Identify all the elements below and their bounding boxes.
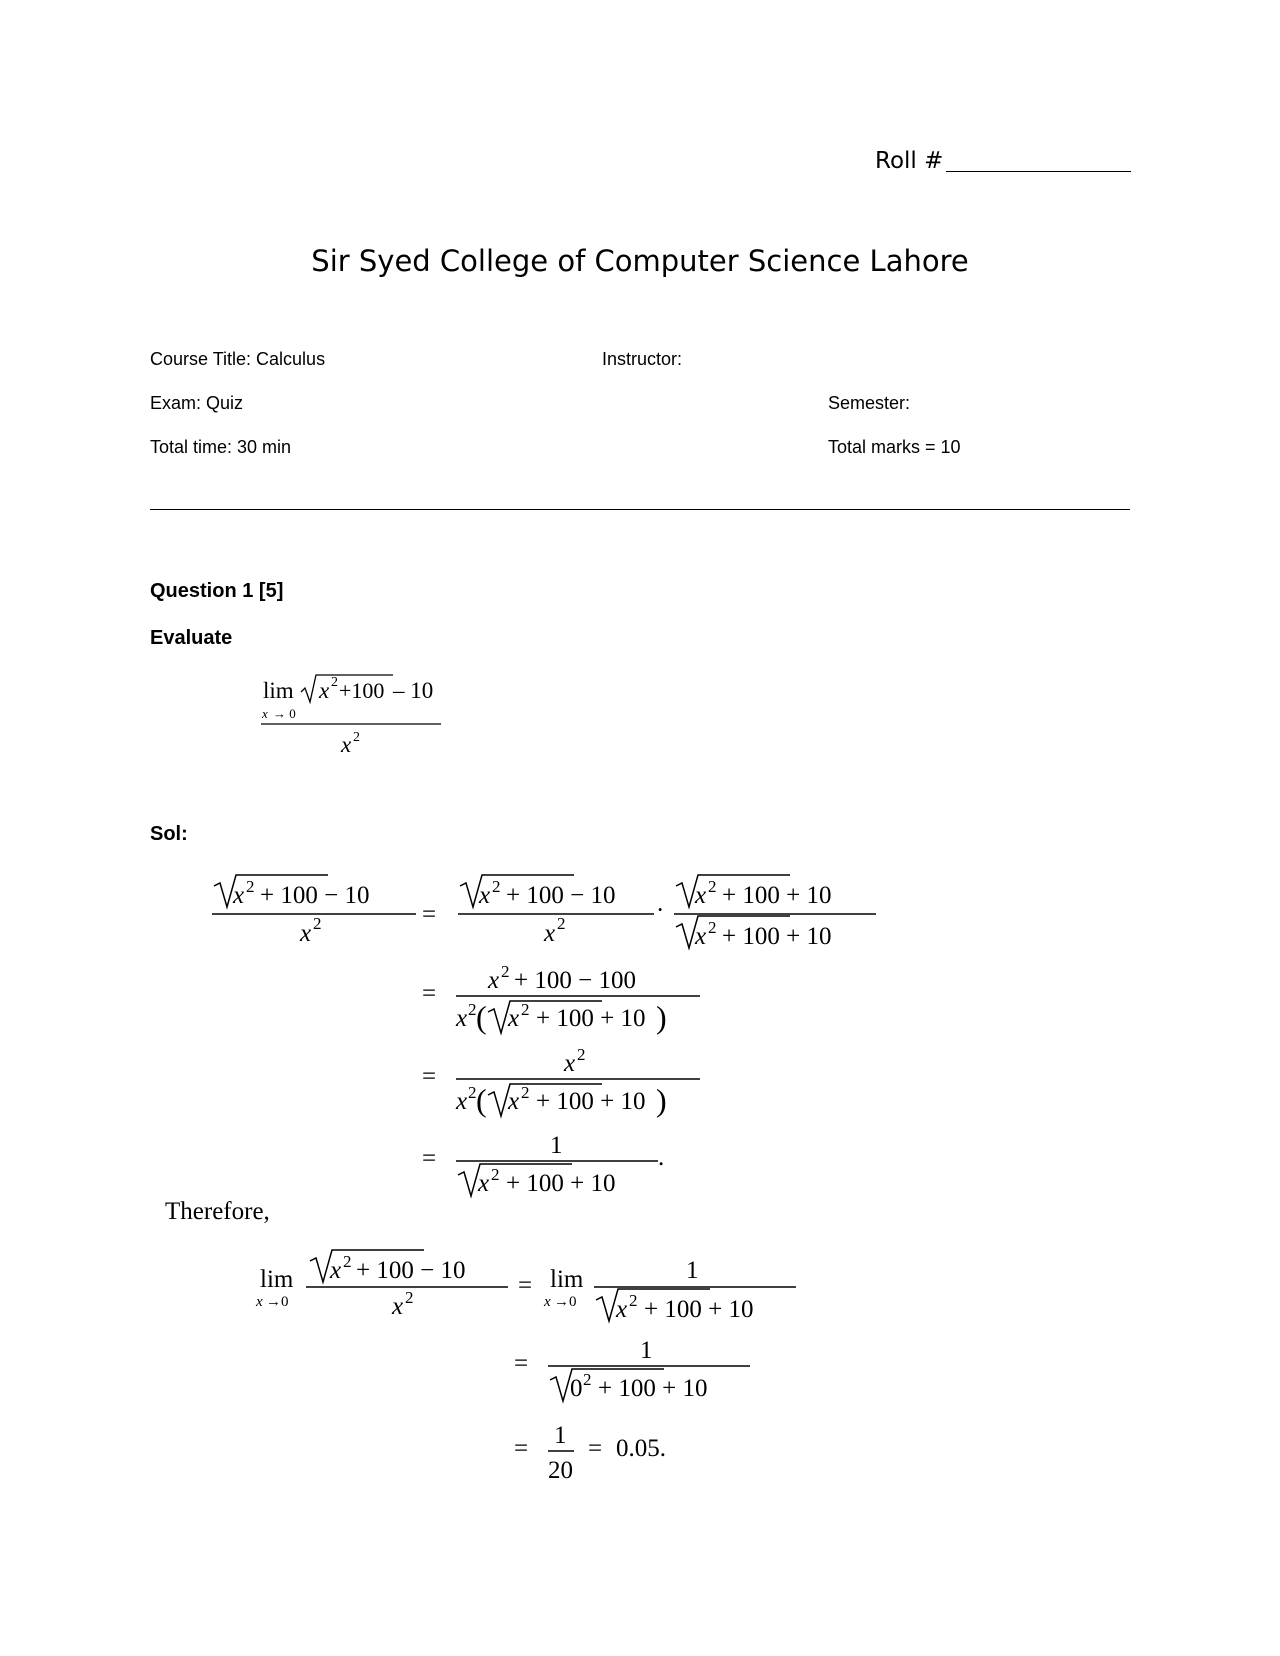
svg-text:x: x [478,1170,490,1197]
svg-text:x: x [695,882,707,909]
svg-text:+ 100 − 10: + 100 − 10 [356,1257,466,1284]
instructor-label: Instructor: [602,349,683,369]
svg-text:2: 2 [577,1045,586,1064]
svg-text:+ 100 + 10: + 100 + 10 [536,1088,646,1115]
solution-step-3 [420,1043,720,1123]
svg-text:1: 1 [686,1257,699,1284]
svg-text:·: · [656,897,665,924]
semester-label: Semester: [828,393,911,413]
svg-text:=: = [518,1272,533,1299]
svg-text:x: x [392,1293,404,1320]
svg-text:x: x [300,920,312,947]
svg-text:2: 2 [583,1370,592,1389]
svg-text:x: x [456,1088,468,1115]
svg-text:+100: +100 [339,678,385,703]
svg-text:+ 100 + 10: + 100 + 10 [722,923,832,950]
svg-text:→0: →0 [554,1294,577,1310]
svg-text:2: 2 [491,1165,500,1184]
roll-number-label: Roll # [875,148,944,174]
svg-text:2: 2 [343,1252,352,1271]
svg-text:=: = [514,1350,529,1377]
exam-label: Exam: Quiz [150,393,244,413]
svg-text:x: x [544,920,556,947]
svg-text:x: x [508,1088,520,1115]
page-title: Sir Syed College of Computer Science Lahore [311,244,969,278]
svg-text:x: x [695,923,707,950]
svg-text:x: x [330,1257,342,1284]
svg-text:2: 2 [405,1288,414,1307]
svg-text:x: x [233,882,245,909]
svg-text:2: 2 [468,1083,477,1102]
svg-text:=: = [422,1145,437,1172]
svg-text:→0: →0 [266,1294,289,1310]
svg-text:2: 2 [331,675,338,690]
svg-text:=: = [422,901,437,928]
course-title: Course Title: Calculus [150,349,326,369]
solution-limit-step-1 [250,1245,810,1325]
svg-text:1: 1 [550,1132,563,1159]
svg-text:2: 2 [246,877,255,896]
svg-text:=: = [588,1435,603,1462]
svg-text:2: 2 [708,918,717,937]
svg-text:+ 100 + 10: + 100 + 10 [722,882,832,909]
svg-text:x: x [488,967,500,994]
svg-text:1: 1 [554,1422,567,1449]
svg-text:x: x [544,1294,551,1310]
svg-text:x: x [256,1294,263,1310]
svg-text:2: 2 [521,1083,530,1102]
svg-text:2: 2 [501,962,510,981]
svg-text:x: x [319,678,330,703]
svg-text:lim: lim [263,678,294,703]
svg-text:2: 2 [629,1291,638,1310]
svg-text:1: 1 [640,1337,653,1364]
svg-text:x: x [262,706,268,721]
svg-text:(: ( [476,999,487,1035]
therefore-label: Therefore, [165,1198,270,1225]
svg-text:2: 2 [353,730,360,745]
svg-text:x: x [508,1005,520,1032]
svg-text:+ 100 + 10: + 100 + 10 [598,1375,708,1402]
solution-step-4 [420,1125,680,1205]
svg-text:+ 100 + 10: + 100 + 10 [506,1170,616,1197]
svg-text:0: 0 [570,1375,583,1402]
svg-text:lim: lim [550,1266,584,1293]
svg-text:x: x [616,1296,628,1323]
svg-text:x: x [456,1005,468,1032]
solution-limit-step-3 [512,1415,712,1495]
svg-text:(: ( [476,1082,487,1118]
question-heading: Question 1 [5] [150,580,284,602]
svg-text:.: . [658,1144,665,1171]
svg-text:x: x [341,732,352,757]
svg-text:=: = [422,980,437,1007]
svg-text:lim: lim [260,1266,294,1293]
svg-text:=: = [422,1063,437,1090]
svg-text:x: x [564,1050,576,1077]
solution-label: Sol: [150,823,188,845]
total-marks: Total marks = 10 [828,437,961,457]
svg-text:2: 2 [708,877,717,896]
roll-number-blank-line [946,171,1131,172]
solution-limit-step-2 [512,1330,772,1410]
final-result: 0.05. [616,1435,666,1462]
svg-text:2: 2 [557,914,566,933]
question-instruction: Evaluate [150,627,233,649]
header-divider [150,509,1130,510]
svg-text:): ) [656,999,667,1035]
svg-text:→ 0: → 0 [273,706,296,721]
svg-text:+ 100 − 10: + 100 − 10 [260,882,370,909]
svg-text:+ 100 − 10: + 100 − 10 [506,882,616,909]
svg-text:+ 100 − 100: + 100 − 100 [514,967,636,994]
svg-text:): ) [656,1082,667,1118]
svg-text:2: 2 [313,914,322,933]
solution-step-1 [200,870,900,960]
svg-text:+ 100 + 10: + 100 + 10 [536,1005,646,1032]
svg-text:20: 20 [548,1457,573,1484]
svg-text:2: 2 [492,877,501,896]
svg-text:2: 2 [521,1000,530,1019]
problem-limit-expression [255,665,455,765]
svg-text:– 10: – 10 [393,678,434,703]
svg-text:+ 100 + 10: + 100 + 10 [644,1296,754,1323]
total-time: Total time: 30 min [150,437,292,457]
svg-text:=: = [514,1435,529,1462]
svg-text:x: x [479,882,491,909]
svg-text:2: 2 [468,1000,477,1019]
solution-step-2 [420,960,720,1040]
